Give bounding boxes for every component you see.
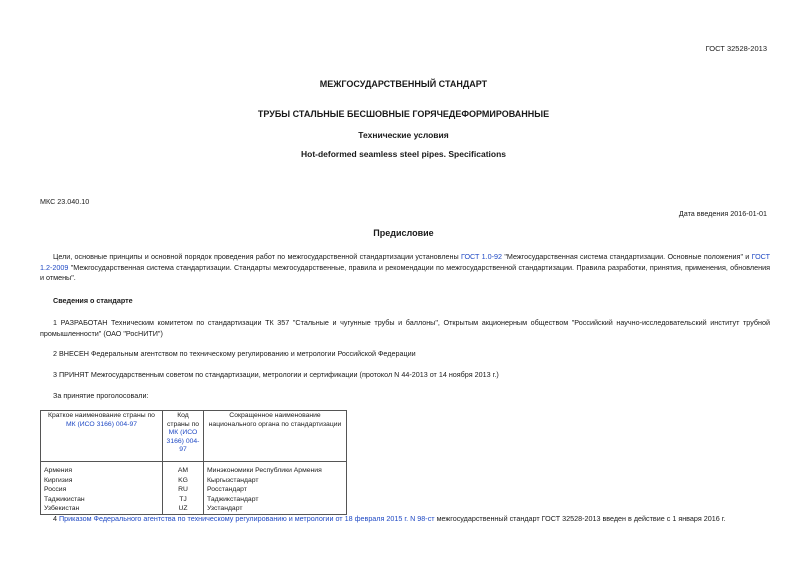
gost-1-2-2009-link[interactable]: ГОСТ 1.2-2009 xyxy=(40,252,770,272)
code-cell: AM xyxy=(163,462,204,476)
column-header-code xyxy=(163,411,204,462)
voting-states-table xyxy=(40,410,347,515)
foreword-heading: Предисловие xyxy=(373,228,434,238)
country-cell: Армения xyxy=(41,462,163,476)
header-text: Краткое наименование страны по xyxy=(48,412,155,419)
item-enacted xyxy=(40,514,770,525)
gost-1-0-92-link[interactable]: ГОСТ 1.0-92 xyxy=(460,252,503,261)
code-cell: RU xyxy=(163,485,204,495)
table-row xyxy=(41,462,347,476)
national-body-cell: Таджикстандарт xyxy=(204,495,347,505)
country-cell: Таджикистан xyxy=(41,495,163,505)
table-header-row xyxy=(41,411,347,462)
paragraph-text: межгосударственный стандарт ГОСТ 32528-2013 введен в действие с 1 января 2016 г. xyxy=(434,514,726,523)
national-body-cell: Кыргызстандарт xyxy=(204,476,347,486)
country-cell: Узбекистан xyxy=(41,504,163,514)
code-cell: TJ xyxy=(163,495,204,505)
country-cell: Россия xyxy=(41,485,163,495)
code-cell: KG xyxy=(163,476,204,486)
standard-info-heading: Сведения о стандарте xyxy=(53,296,133,305)
country-cell: Киргизия xyxy=(41,476,163,486)
code-cell: UZ xyxy=(163,504,204,514)
item-developed: 1 РАЗРАБОТАН Техническим комитетом по стандартизации ТК 357 "Стальные и чугунные трубы и баллоны", Открытым акционерным обществом "Российский научно-исследовательский институт трубной промышленности" (ОАО "РосНИТИ") xyxy=(40,318,770,338)
foreword-paragraph xyxy=(40,252,770,284)
column-header-national-body: Сокращенное наименование национального органа по стандартизации xyxy=(204,411,347,462)
item-adopted: 3 ПРИНЯТ Межгосударственным советом по стандартизации, метрологии и сертификации (протокол N 44-2013 от 14 ноября 2013 г.) xyxy=(53,370,499,379)
item-number: 4 xyxy=(53,514,59,523)
introduction-date: Дата введения 2016-01-01 xyxy=(678,209,767,218)
mk-iso-3166-link[interactable]: МК (ИСО 3166) 004-97 xyxy=(65,420,138,428)
paragraph-text: "Межгосударственная система стандартизации. Основные положения" и xyxy=(502,252,752,261)
national-body-cell: Росстандарт xyxy=(204,485,347,495)
mks-code: МКС 23.040.10 xyxy=(40,197,90,206)
item-submitted: 2 ВНЕСЕН Федеральным агентством по техническому регулированию и метрологии Российской Федерации xyxy=(53,349,416,358)
national-body-cell: Узстандарт xyxy=(204,504,347,514)
table-row xyxy=(41,476,347,486)
document-subtitle: Технические условия xyxy=(358,130,449,140)
document-code: ГОСТ 32528-2013 xyxy=(705,44,767,53)
table-row xyxy=(41,485,347,495)
rosstandart-order-link[interactable]: Приказом Федерального агентства по техническому регулированию и метрологии от 18 февраля 2015 г. N 98-ст xyxy=(59,514,435,523)
standard-type-heading: МЕЖГОСУДАРСТВЕННЫЙ СТАНДАРТ xyxy=(319,79,488,89)
national-body-cell: Минэкономики Республики Армения xyxy=(204,462,347,476)
voted-label: За принятие проголосовали: xyxy=(53,391,149,400)
mk-iso-3166-link[interactable]: МК (ИСО 3166) 004-97 xyxy=(166,429,200,453)
paragraph-text: "Межгосударственная система стандартизации. Стандарты межгосударственные, правила и рекомендации по межгосударственной стандартизации. Правила разработки, принятия, применения, обновления и отмены". xyxy=(40,262,770,282)
table-row xyxy=(41,495,347,505)
table-row xyxy=(41,504,347,514)
paragraph-text: Цели, основные принципы и основной порядок проведения работ по межгосударственной стандартизации установлены xyxy=(53,252,461,261)
header-text: Код страны по xyxy=(166,412,200,428)
english-title: Hot-deformed seamless steel pipes. Specifications xyxy=(300,149,506,159)
document-title: ТРУБЫ СТАЛЬНЫЕ БЕСШОВНЫЕ ГОРЯЧЕДЕФОРМИРОВАННЫЕ xyxy=(257,109,550,119)
column-header-country xyxy=(41,411,163,462)
